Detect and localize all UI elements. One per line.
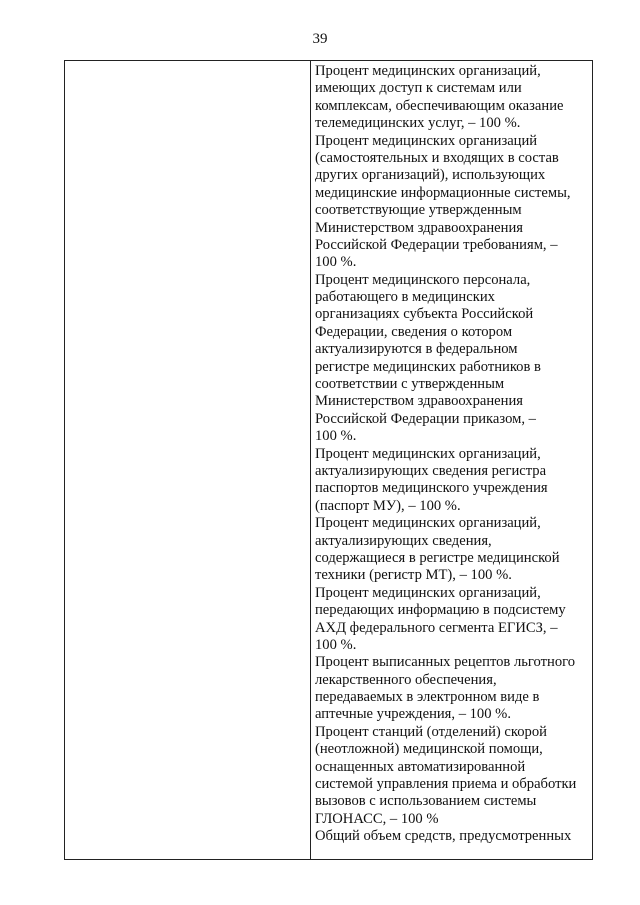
text-line: Процент медицинских организаций <box>315 132 538 149</box>
text-line: Процент станций (отделений) скорой <box>315 723 547 740</box>
text-line: АХД федерального сегмента ЕГИСЗ, – <box>315 619 558 636</box>
text-line: Российской Федерации приказом, – <box>315 410 536 427</box>
text-line: (самостоятельных и входящих в состав <box>315 149 559 166</box>
page-number: 39 <box>312 31 328 47</box>
text-line: актуализирующих сведения, <box>315 532 492 549</box>
text-line: содержащиеся в регистре медицинской <box>315 549 560 566</box>
text-line: Федерации, сведения о котором <box>315 323 513 340</box>
text-line: Процент медицинских организаций, <box>315 63 541 79</box>
column-divider <box>310 61 311 859</box>
text-line: (неотложной) медицинской помощи, <box>315 741 543 758</box>
text-line: вызовов с использованием системы <box>315 793 537 810</box>
text-line: организациях субъекта Российской <box>315 306 534 323</box>
text-line: Процент выписанных рецептов льготного <box>315 654 576 671</box>
text-line: соответствии с утвержденным <box>315 376 505 393</box>
text-line: ГЛОНАСС, – 100 % <box>315 810 439 827</box>
right-table-cell <box>315 63 591 846</box>
text-line: (паспорт МУ), – 100 %. <box>315 497 461 514</box>
text-line: Общий объем средств, предусмотренных <box>315 828 572 845</box>
text-line: паспортов медицинского учреждения <box>315 480 548 497</box>
text-line: Процент медицинских организаций, <box>315 445 541 462</box>
text-line: лекарственного обеспечения, <box>315 671 497 688</box>
text-line: телемедицинских услуг, – 100 %. <box>315 115 521 132</box>
text-line: передающих информацию в подсистему <box>315 602 566 619</box>
text-line: других организаций), использующих <box>315 167 546 184</box>
text-line: техники (регистр МТ), – 100 %. <box>315 567 512 584</box>
text-line: медицинские информационные системы, <box>315 184 571 201</box>
text-line: Процент медицинских организаций, <box>315 584 541 601</box>
text-line: работающего в медицинских <box>315 289 495 306</box>
text-line: оснащенных автоматизированной <box>315 758 526 775</box>
text-line: передаваемых в электронном виде в <box>315 689 540 706</box>
text-line: 100 %. <box>315 636 357 653</box>
text-line: Процент медицинского персонала, <box>315 271 531 288</box>
left-table-cell <box>65 61 310 859</box>
text-line: аптечные учреждения, – 100 %. <box>315 706 511 723</box>
text-line: 100 %. <box>315 254 357 271</box>
text-line: актуализирующих сведения регистра <box>315 462 547 479</box>
text-line: 100 %. <box>315 428 357 445</box>
text-line: актуализируются в федеральном <box>315 341 518 358</box>
text-line: имеющих доступ к системам или <box>315 80 522 97</box>
indicator-table <box>64 60 593 860</box>
text-line: Министерством здравоохранения <box>315 393 523 410</box>
text-line: Процент медицинских организаций, <box>315 515 541 532</box>
text-line: регистре медицинских работников в <box>315 358 541 375</box>
text-line: Российской Федерации требованиям, – <box>315 236 558 253</box>
text-line: комплексам, обеспечивающим оказание <box>315 97 564 114</box>
text-line: системой управления приема и обработки <box>315 776 577 793</box>
text-line: соответствующие утвержденным <box>315 202 522 219</box>
text-line: Министерством здравоохранения <box>315 219 523 236</box>
